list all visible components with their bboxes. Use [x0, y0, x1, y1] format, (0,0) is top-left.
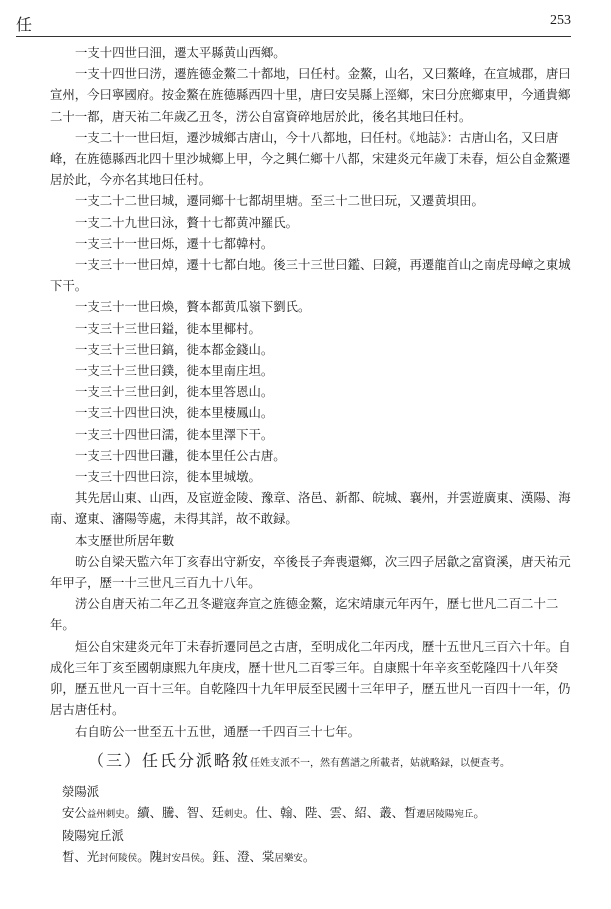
- paragraph: 一支三十四世曰濡，徙本里澤下干。: [75, 426, 274, 442]
- paragraph: 一支十四世曰淓，遷旌德金鰲二十都地，曰任村。金鰲，山名，又曰鰲峰，在宣城郡，唐曰宣州，今曰寧國府。按金鰲在旌德縣西四十里，唐曰安吴縣上涇鄉，宋曰分庶鄉東甲，今通貴鄉二十一都，唐天祐二年歲乙丑冬，淓公自富資碎地居於此，後名其地曰任村。: [50, 66, 571, 124]
- paragraph: 一支三十三世曰鏷，徙本里南庄坦。: [75, 363, 274, 379]
- entry-text: 。鈺、澄、棠: [199, 849, 275, 865]
- paragraph: 昉公自梁天監六年丁亥春出守新安，卒後長子奔喪還鄉，次三四子居歙之富資溪，唐天祐元年甲子，歷一十三世凡三百九十八年。: [50, 553, 571, 591]
- entry-text: 。仕、翰、陛、雲、紹、叢、晳: [242, 804, 417, 820]
- body-text: [50, 42, 573, 870]
- branch-entry: [50, 846, 573, 869]
- page-number: 253: [550, 13, 571, 28]
- branch-entry: [50, 802, 573, 825]
- subsection-title: 本支歷世所居年數: [75, 532, 175, 548]
- section-heading: [50, 750, 573, 775]
- entry-text: 。: [302, 849, 316, 865]
- section-heading-note: 任姓支派不一，然有舊譜之所載者，姑就略録，以便查考。: [250, 757, 511, 769]
- paragraph: 一支三十一世曰焯，遷十七都白地。後三十三世曰鑑、曰鏡，再遷龍首山之南虎母嶂之東城下干。: [50, 257, 571, 294]
- paragraph: 其先居山東、山西，及宦遊金陵、豫章、洛邑、新都、皖城、襄州，并雲遊廣東、漢陽、海南、遼東、瀋陽等處，未得其詳，故不敢録。: [50, 490, 571, 527]
- section-heading-title: （三）任氏分派略敘: [88, 750, 251, 770]
- branch-name: 陵陽宛丘派: [62, 828, 124, 844]
- paragraph: 一支三十一世曰烁，遷十七都韓村。: [75, 235, 274, 251]
- paragraph: 一支三十三世曰鎬，徙本都金錢山。: [75, 341, 274, 357]
- paragraph: 淓公自唐天祐二年乙丑冬避寇奔宣之旌德金鰲，迄宋靖康元年丙午，歷七世凡二百二十二年。: [50, 596, 559, 633]
- paragraph: 一支二十九世曰泳，贅十七都黄冲羅氏。: [75, 214, 299, 230]
- paragraph: 一支二十一世曰烜，遷沙城鄉古唐山，今十八都地，曰任村。《地誌》：古唐山名，又曰唐峰，在旌德縣西北四十里沙城鄉上甲，今之興仁鄉十八都，宋建炎元年歲丁未春，烜公自金鰲遷居於此，今亦名其地曰任村。: [50, 129, 571, 188]
- branch-name: 滎陽派: [62, 783, 100, 799]
- paragraph: 一支三十四世曰泱，徙本里棲鳳山。: [75, 405, 274, 421]
- paragraph: 一支十四世曰沺，遷太平縣黄山西鄉。: [75, 45, 286, 60]
- paragraph: 一支三十四世曰灉，徙本里任公古唐。: [75, 447, 286, 463]
- entry-note: 益州刺史: [86, 808, 125, 820]
- entry-text: 。: [473, 804, 486, 820]
- entry-text: 。隗: [137, 849, 162, 865]
- paragraph: 一支三十三世曰鎰，徙本里椰村。: [75, 320, 261, 336]
- entry-text: 晳、光: [62, 849, 100, 865]
- entry-note: 刺史: [223, 808, 243, 820]
- entry-note: 封安昌侯: [161, 853, 200, 865]
- paragraph: 一支二十二世曰城，遷同鄉十七都胡里塘。至三十二世曰玩，又遷黄垻田。: [75, 193, 484, 209]
- paragraph: 一支三十四世曰淙，徙本里城墩。: [75, 469, 261, 485]
- entry-note: 遷居陵陽宛丘: [416, 808, 474, 820]
- paragraph: 一支三十三世曰釗，徙本里答恩山。: [75, 384, 274, 400]
- header-title: 任: [16, 15, 33, 34]
- entry-note: 居樂安: [274, 853, 303, 865]
- paragraph: 烜公自宋建炎元年丁未春折遷同邑之古唐，至明成化二年丙戌，歷十五世凡三百六十年。自成化三年丁亥至國朝康熙九年庚戌，歷十世凡二百零三年。自康熙十年辛亥至乾隆四十八年癸卯，歷五世凡一百十三年。自乾隆四十九年甲辰至民國十三年甲子，歷五世凡一百四十一年，仍居古唐任村。: [50, 638, 571, 718]
- entry-text: 。續、騰、智、廷: [124, 804, 224, 820]
- paragraph: 右自昉公一世至五十五世，通歷一千四百三十七年。: [75, 723, 360, 739]
- entry-text: 安公: [62, 804, 87, 820]
- paragraph: 一支三十一世曰煥，贅本都黄瓜嶺下劉氏。: [75, 299, 311, 315]
- running-header: [16, 10, 571, 37]
- entry-note: 封何陵侯: [99, 853, 138, 865]
